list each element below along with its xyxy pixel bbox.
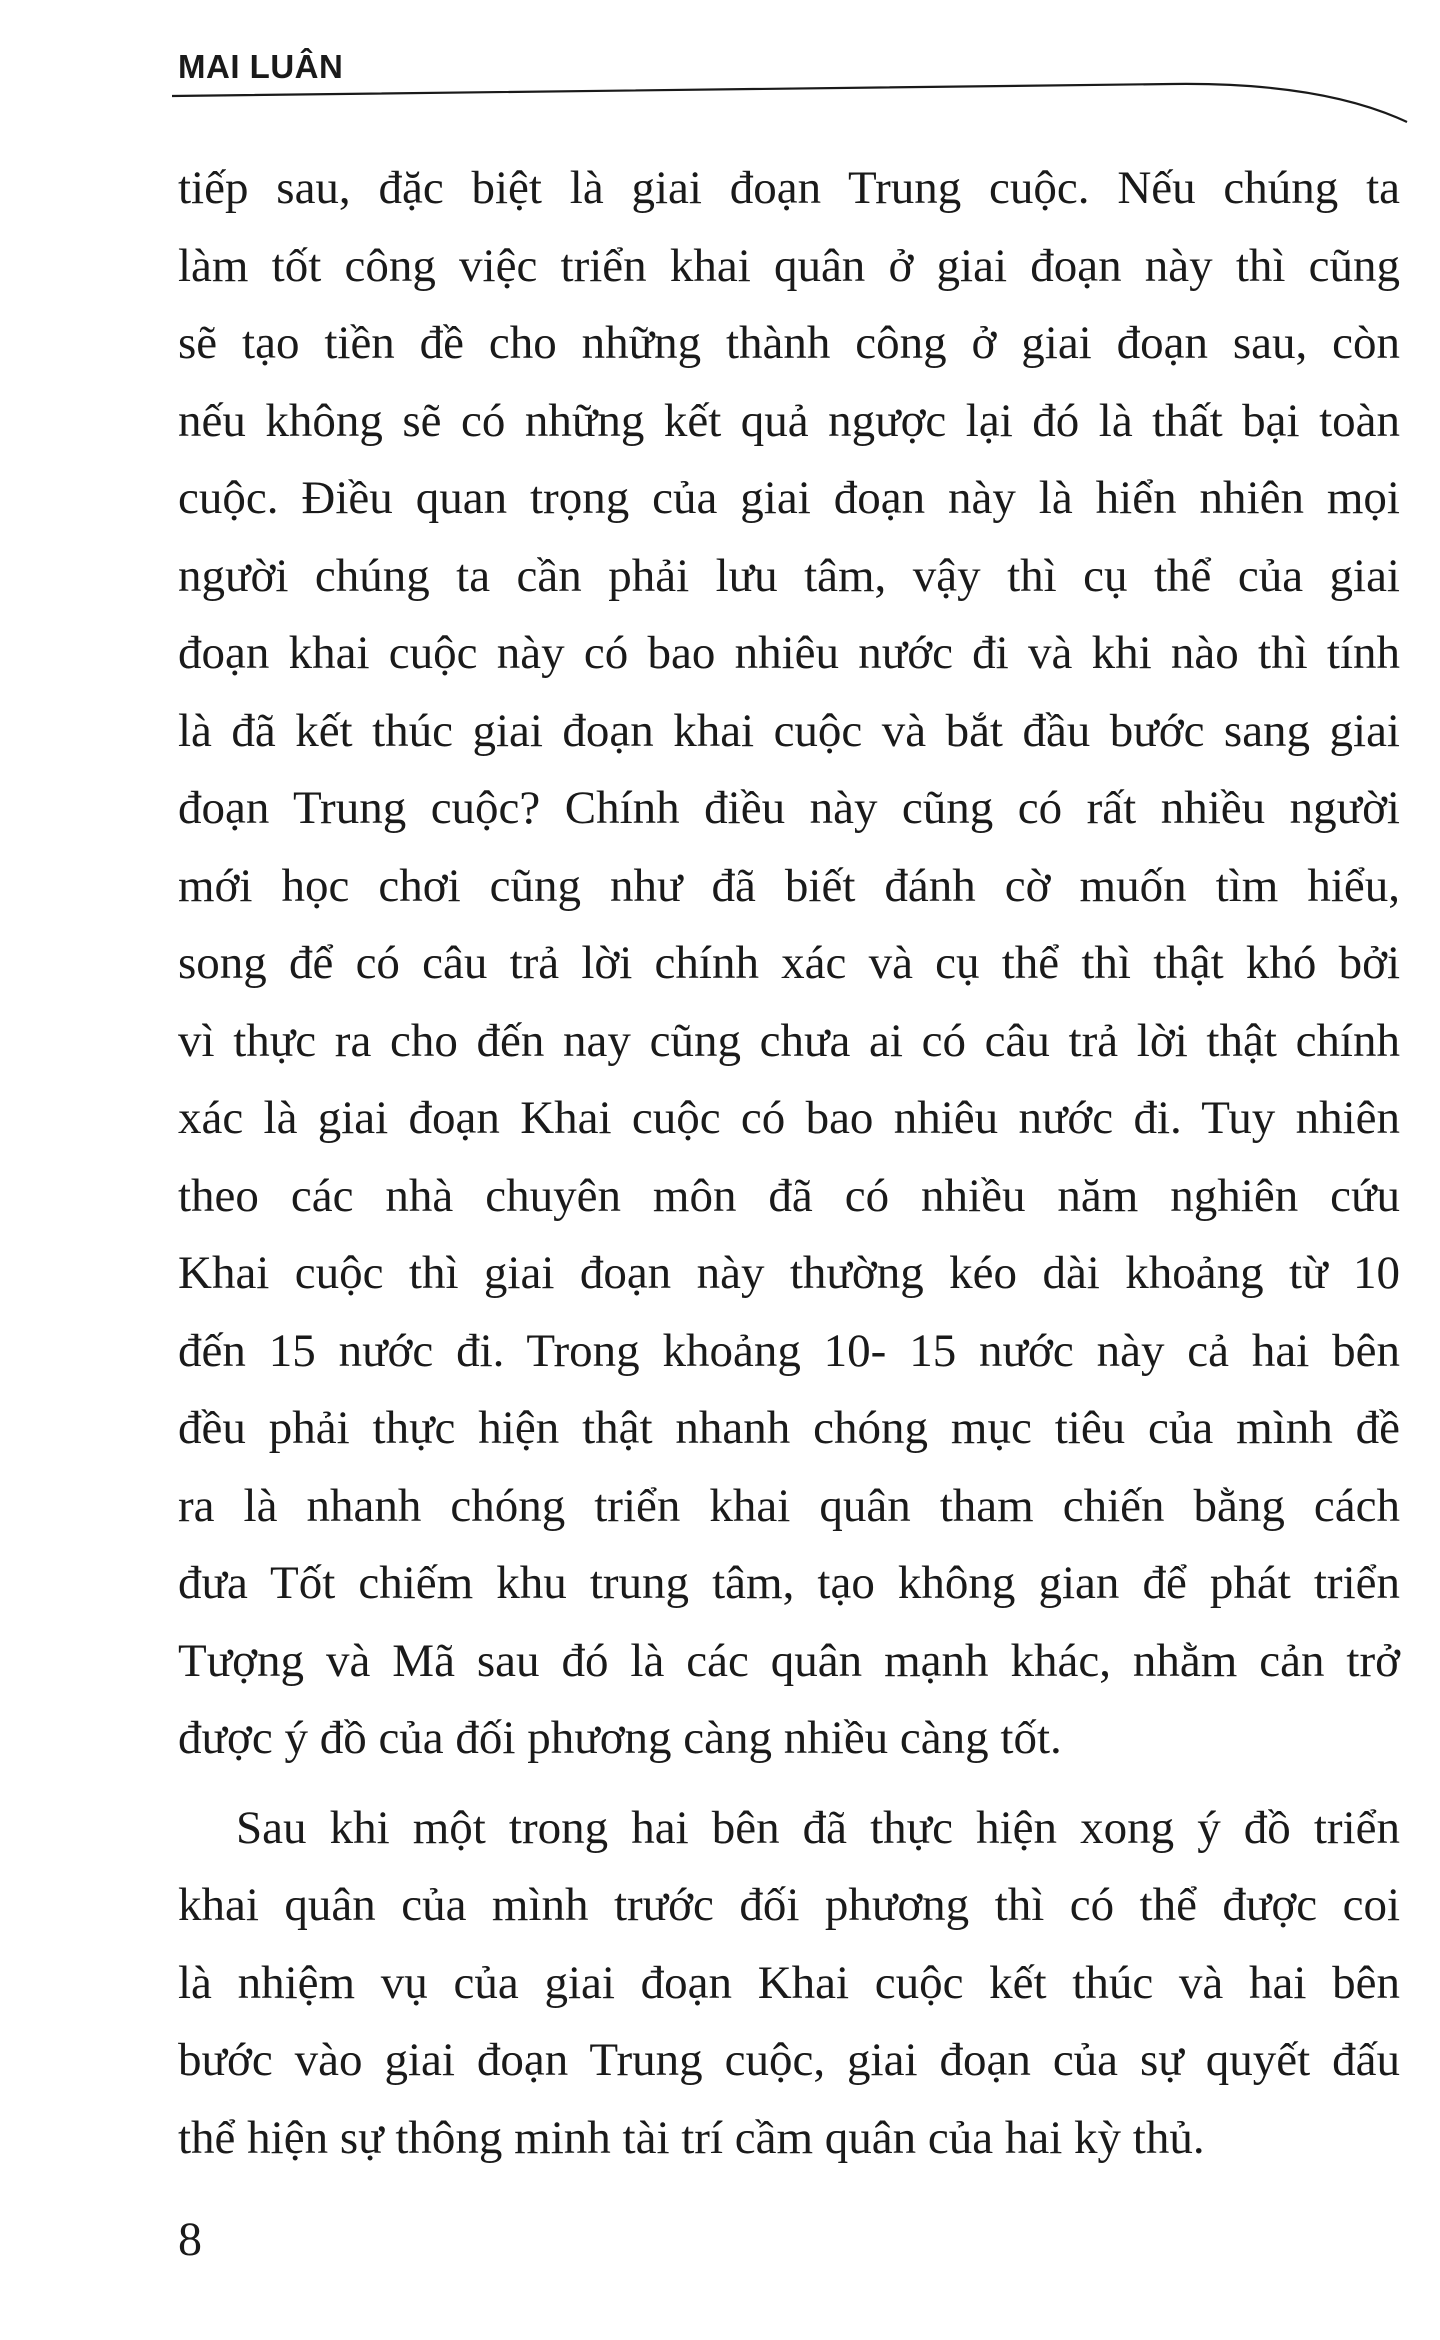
text-line: sẽ tạo tiền đề cho những thành công ở giai đoạn sau, còn: [178, 317, 1400, 369]
page-number: 8: [178, 2213, 202, 2266]
text-line: xác là giai đoạn Khai cuộc có bao nhiêu nước đi. Tuy nhiên: [178, 1092, 1400, 1144]
running-header: MAI LUÂN: [178, 48, 344, 85]
text-line: người chúng ta cần phải lưu tâm, vậy thì cụ thể của giai: [178, 549, 1400, 602]
text-line: mới học chơi cũng như đã biết đánh cờ muốn tìm hiểu,: [178, 859, 1400, 912]
text-line: ra là nhanh chóng triển khai quân tham chiến bằng cách: [178, 1479, 1400, 1532]
text-line: tiếp sau, đặc biệt là giai đoạn Trung cuộc. Nếu chúng ta: [178, 162, 1400, 214]
text-line: là nhiệm vụ của giai đoạn Khai cuộc kết thúc và hai bên: [178, 1956, 1400, 2009]
text-line: bước vào giai đoạn Trung cuộc, giai đoạn của sự quyết đấu: [178, 2034, 1400, 2086]
text-line: thể hiện sự thông minh tài trí cầm quân của hai kỳ thủ.: [178, 2111, 1205, 2164]
text-line: đến 15 nước đi. Trong khoảng 10- 15 nước này cả hai bên: [178, 1324, 1400, 1377]
body-text: [178, 150, 1400, 2177]
text-line: đoạn khai cuộc này có bao nhiêu nước đi và khi nào thì tính: [178, 627, 1400, 679]
text-line: theo các nhà chuyên môn đã có nhiều năm nghiên cứu: [178, 1169, 1400, 1222]
text-line: Khai cuộc thì giai đoạn này thường kéo dài khoảng từ 10: [178, 1247, 1400, 1299]
text-line: đều phải thực hiện thật nhanh chóng mục tiêu của mình đề: [178, 1402, 1400, 1454]
paragraph-1: [178, 150, 1400, 1778]
paragraph-2: [178, 1790, 1400, 2178]
text-line: Tượng và Mã sau đó là các quân mạnh khác, nhằm cản trở: [178, 1634, 1400, 1687]
text-line: Sau khi một trong hai bên đã thực hiện xong ý đồ triển: [236, 1801, 1400, 1854]
text-line: được ý đồ của đối phương càng nhiều càng tốt.: [178, 1712, 1062, 1764]
text-line: đưa Tốt chiếm khu trung tâm, tạo không gian để phát triển: [178, 1557, 1400, 1609]
text-line: nếu không sẽ có những kết quả ngược lại đó là thất bại toàn: [178, 394, 1400, 447]
text-line: khai quân của mình trước đối phương thì có thể được coi: [178, 1879, 1400, 1931]
text-line: đoạn Trung cuộc? Chính điều này cũng có rất nhiều người: [178, 782, 1400, 834]
text-line: là đã kết thúc giai đoạn khai cuộc và bắt đầu bước sang giai: [178, 704, 1400, 757]
text-line: cuộc. Điều quan trọng của giai đoạn này là hiển nhiên mọi: [178, 472, 1400, 524]
text-line: song để có câu trả lời chính xác và cụ thể thì thật khó bởi: [178, 937, 1400, 989]
text-line: làm tốt công việc triển khai quân ở giai đoạn này thì cũng: [178, 239, 1400, 292]
header-rule: [172, 64, 1412, 134]
text-line: vì thực ra cho đến nay cũng chưa ai có câu trả lời thật chính: [178, 1014, 1400, 1067]
